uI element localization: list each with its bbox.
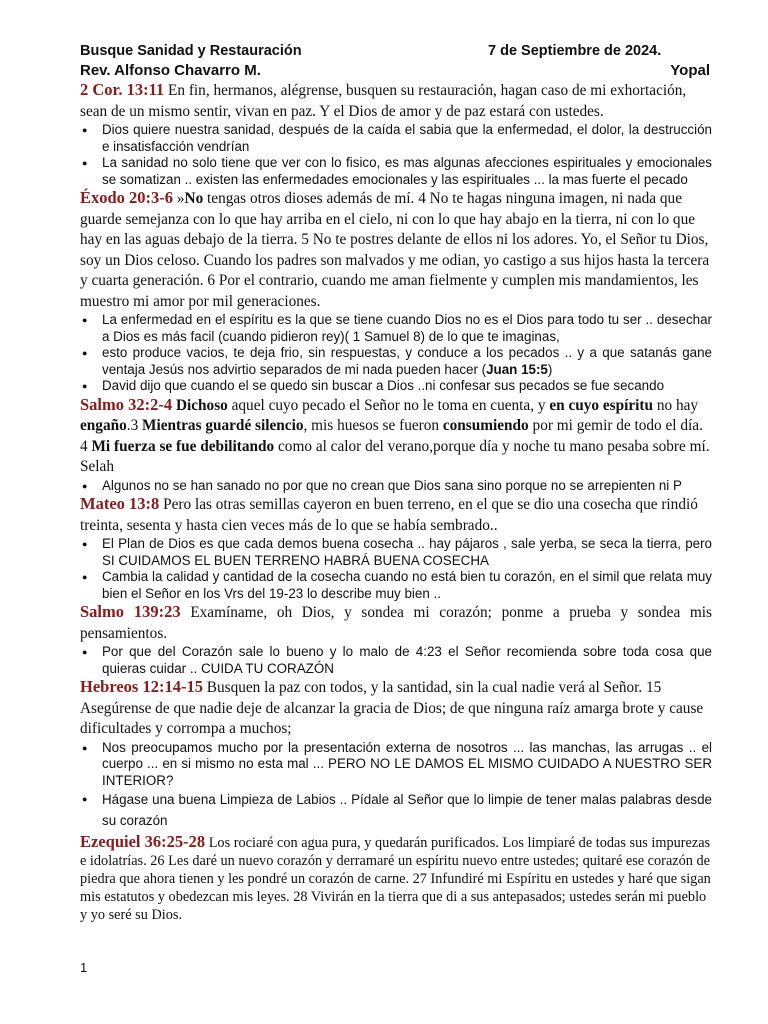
bullet-list: [80, 644, 712, 677]
passage-bold: engaño: [80, 417, 127, 434]
passage-text: Pero las otras semillas cayeron en buen terreno, en el que se dio una cosecha que rindió treinta, sesenta y hasta cien veces más de lo que se había sembrado..: [80, 496, 698, 534]
list-item: ● La enfermedad en el espíritu es la que se tiene cuando Dios no es el Dios para todo tu ser .. desechar a Dios es más facil (cuando pidieron rey)( 1 Samuel 8) de lo que te imaginas,: [80, 312, 712, 345]
bullet-list: [80, 122, 712, 188]
list-item: ● Algunos no se han sanado no por que no crean que Dios sana sino porque no se arrepienten ni P: [80, 478, 712, 495]
header-line-1: [80, 42, 712, 61]
list-item: ● Hágase una buena Limpieza de Labios .. Pídale al Señor que lo limpie de tener malas palabras desde su corazón: [80, 789, 712, 831]
list-item-text: ): [547, 361, 553, 377]
passage-text: En fin, hermanos, alégrense, busquen su restauración, hagan caso de mi exhortación, sean de un mismo sentir, vivan en paz. Y el Dios de amor y de paz estará con ustedes.: [80, 82, 687, 120]
bullet-list: [80, 740, 712, 832]
list-item: ● Por que del Corazón sale lo bueno y lo malo de 4:23 el Señor recomienda sobre toda cosa que quieras cuidar .. CUIDA TU CORAZÓN: [80, 644, 712, 677]
page-number: 1: [80, 960, 88, 975]
bible-reference: Éxodo 20:3-6: [80, 188, 174, 207]
list-item: ● El Plan de Dios es que cada demos buena cosecha .. hay pájaros , sale yerba, se seca la tierra, pero SI CUIDAMOS EL BUEN TERRENO HABRÁ BUENA COSECHA: [80, 536, 712, 569]
passage-text: Los rociaré con agua pura, y quedarán purificados. Los limpiaré de todas sus impurezas e idolatrías. 26 Les daré un nuevo corazón y derramaré un espíritu nuevo entre ustedes; quitaré ese corazón de piedra que ahora tienen y les pondré un corazón de carne. 27 Infundiré mi Espíritu en ustedes y haré que sigan mis estatutos y obedezcan mis leyes. 28 Vivirán en la tierra que di a sus antepasados; ustedes serán mi pueblo y yo seré su Dios.: [80, 835, 711, 923]
bullet-list: [80, 536, 712, 602]
bible-reference: Salmo 139:23: [80, 602, 181, 621]
location: Yopal: [670, 62, 710, 79]
passage-bold: Dichoso: [172, 396, 228, 414]
passage-text: como al calor del verano,porque día y noche tu mano pesaba sobre mí. Selah: [80, 437, 710, 475]
list-item: ● David dijo que cuando el se quedo sin buscar a Dios ..ni confesar sus pecados se fue secando: [80, 378, 712, 395]
passage-text: , mis huesos se fueron: [303, 417, 443, 434]
passage-2cor: [80, 80, 712, 122]
bible-reference: Hebreos 12:14-15: [80, 677, 203, 696]
bible-reference: 2 Cor. 13:11: [80, 80, 165, 99]
passage-text: tengas otros dioses además de mí. 4 No te hagas ninguna imagen, ni nada que guarde semejanza con lo que hay arriba en el cielo, ni con lo que hay abajo en la tierra, ni con lo que hay en las aguas debajo de la tierra. 5 No te postres delante de ellos ni los adores. Yo, el Señor tu Dios, soy un Dios celoso. Cuando los padres son malvados y me odian, yo castigo a sus hijos hasta la tercera y cuarta generación. 6 Por el contrario, cuando me aman fielmente y cumplen mis mandamientos, les muestro mi amor por mil generaciones.: [80, 190, 710, 310]
bible-reference: Mateo 13:8: [80, 494, 160, 513]
list-item-text: esto produce vacios, te deja frio, sin respuestas, y conduce a los pecados .. y a que satanás gane ventaja Jesús nos advirtio separados de mi nada pueden hacer (: [102, 345, 712, 377]
list-item: ● Dios quiere nuestra sanidad, después de la caída el sabia que la enfermedad, el dolor, la destrucción e insatisfacción vendrían: [80, 122, 712, 155]
passage-salmo-32: [80, 395, 712, 478]
passage-ezequiel: [80, 833, 712, 924]
passage-mateo: [80, 494, 712, 536]
passage-bold: en cuyo espíritu: [549, 396, 654, 414]
passage-bold: consumiendo: [442, 417, 529, 434]
sermon-date: 7 de Septiembre de 2024.: [488, 43, 662, 59]
passage-hebreos: [80, 677, 712, 740]
passage-bold: No: [184, 190, 204, 207]
list-item: ● La sanidad no solo tiene que ver con lo fisico, es mas algunas afecciones espirituales y emocionales se somatizan .. existen las enfermedades emocionales y las espirituales ... la mas fuerte el pecado: [80, 155, 712, 188]
passage-text: .3: [126, 417, 143, 434]
bible-reference: Ezequiel 36:25-28: [80, 832, 206, 851]
author-name: Rev. Alfonso Chavarro M.: [80, 62, 261, 79]
passage-text: aquel cuyo pecado el Señor no le toma en cuenta, y: [227, 396, 550, 414]
passage-bold: Mi fuerza se fue debilitando: [91, 437, 275, 455]
passage-exodo: [80, 188, 712, 312]
list-item: ● Nos preocupamos mucho por la presentación externa de nosotros ... las manchas, las arrugas .. el cuerpo ... en si mismo no esta mal ... PERO NO LE DAMOS EL MISMO CUIDADO A NUESTRO SER INTERIOR?: [80, 740, 712, 790]
bible-reference: Salmo 32:2-4: [80, 394, 173, 414]
header-line-2: [80, 61, 712, 80]
bullet-list: [80, 478, 712, 495]
passage-text: »: [173, 190, 185, 207]
passage-text: Busquen la paz con todos, y la santidad, sin la cual nadie verá al Señor. 15 Asegúrense de que nadie deje de alcanzar la gracia de Dios; de que ninguna raíz amarga brote y cause dificultades y corrompa a muchos;: [80, 679, 704, 737]
passage-text: Examíname, oh Dios, y sondea mi corazón; ponme a prueba y sondea mis pensamientos.: [80, 604, 712, 642]
list-item: [80, 345, 712, 378]
bullet-list: [80, 312, 712, 395]
document-page: [80, 42, 712, 924]
passage-text: por mi gemir de todo el día. 4: [80, 417, 703, 455]
list-item: ● Cambia la calidad y cantidad de la cosecha cuando no está bien tu corazón, en el simil que relata muy bien el Señor en los Vrs del 19-23 lo describe muy bien ..: [80, 569, 712, 602]
passage-salmo-139: [80, 602, 712, 644]
sermon-title: Busque Sanidad y Restauración: [80, 43, 302, 59]
inline-reference: Juan 15:5: [486, 361, 548, 377]
passage-bold: Mientras guardé silencio: [142, 417, 304, 434]
passage-text: no hay: [653, 396, 699, 414]
